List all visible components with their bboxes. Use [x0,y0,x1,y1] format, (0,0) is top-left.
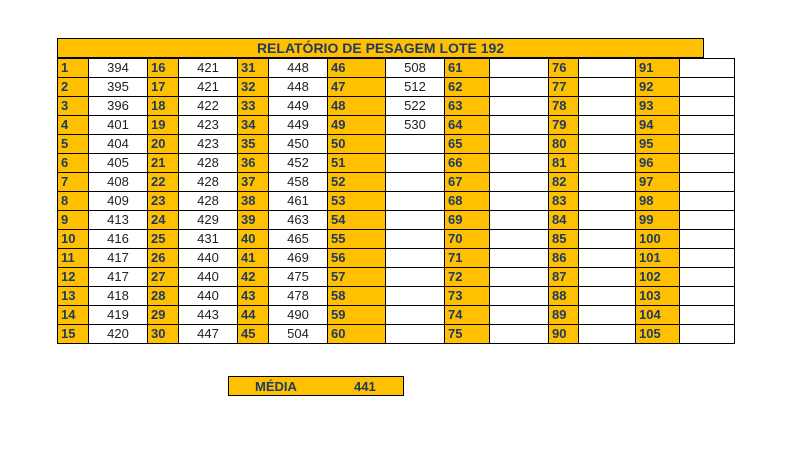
weight-cell [386,154,445,173]
animal-number-cell: 23 [148,192,179,211]
weight-cell [490,154,549,173]
animal-number-cell: 96 [636,154,680,173]
animal-number-cell: 39 [238,211,269,230]
animal-number-cell: 86 [549,249,579,268]
average-value: 441 [354,379,376,394]
weight-cell [490,116,549,135]
weight-cell: 396 [89,97,148,116]
animal-number-cell: 46 [328,59,386,78]
weight-cell [579,78,636,97]
weight-cell [680,59,735,78]
animal-number-cell: 89 [549,306,579,325]
weight-cell [680,306,735,325]
weight-cell [490,306,549,325]
animal-number-cell: 104 [636,306,680,325]
weight-cell [680,116,735,135]
animal-number-cell: 40 [238,230,269,249]
weight-cell [680,325,735,344]
animal-number-cell: 71 [445,249,490,268]
weight-cell [579,192,636,211]
weight-cell [579,116,636,135]
weight-cell [579,154,636,173]
animal-number-cell: 68 [445,192,490,211]
animal-number-cell: 92 [636,78,680,97]
animal-number-cell: 75 [445,325,490,344]
animal-number-cell: 58 [328,287,386,306]
animal-number-cell: 84 [549,211,579,230]
weight-cell: 428 [179,154,238,173]
animal-number-cell: 32 [238,78,269,97]
weight-cell: 449 [269,97,328,116]
weight-cell [490,78,549,97]
table-row [58,116,735,135]
weight-cell [490,211,549,230]
weight-cell: 450 [269,135,328,154]
weight-cell [490,135,549,154]
weight-cell [579,287,636,306]
animal-number-cell: 66 [445,154,490,173]
weight-cell: 447 [179,325,238,344]
weight-cell: 418 [89,287,148,306]
average-box [228,376,404,396]
weight-cell: 508 [386,59,445,78]
weight-cell: 463 [269,211,328,230]
table-row [58,135,735,154]
animal-number-cell: 56 [328,249,386,268]
animal-number-cell: 36 [238,154,269,173]
weight-cell [579,135,636,154]
weight-cell: 440 [179,268,238,287]
animal-number-cell: 43 [238,287,269,306]
animal-number-cell: 55 [328,230,386,249]
weight-cell [490,287,549,306]
animal-number-cell: 37 [238,173,269,192]
animal-number-cell: 74 [445,306,490,325]
animal-number-cell: 70 [445,230,490,249]
weight-cell [579,268,636,287]
weighing-table [57,58,735,344]
animal-number-cell: 10 [58,230,89,249]
weight-cell: 429 [179,211,238,230]
table-row [58,154,735,173]
animal-number-cell: 16 [148,59,179,78]
weight-cell: 423 [179,116,238,135]
weight-cell: 405 [89,154,148,173]
animal-number-cell: 24 [148,211,179,230]
table-row [58,59,735,78]
animal-number-cell: 82 [549,173,579,192]
weight-cell [680,249,735,268]
animal-number-cell: 98 [636,192,680,211]
table-row [58,306,735,325]
weight-cell: 443 [179,306,238,325]
animal-number-cell: 90 [549,325,579,344]
animal-number-cell: 17 [148,78,179,97]
animal-number-cell: 97 [636,173,680,192]
animal-number-cell: 94 [636,116,680,135]
weight-cell [579,59,636,78]
animal-number-cell: 1 [58,59,89,78]
animal-number-cell: 85 [549,230,579,249]
weight-cell: 448 [269,78,328,97]
weight-cell [490,325,549,344]
weight-cell [680,268,735,287]
weight-cell: 417 [89,249,148,268]
weight-cell: 423 [179,135,238,154]
animal-number-cell: 64 [445,116,490,135]
animal-number-cell: 95 [636,135,680,154]
animal-number-cell: 100 [636,230,680,249]
report-title: RELATÓRIO DE PESAGEM LOTE 192 [57,38,704,58]
weight-cell [490,173,549,192]
weight-cell [386,135,445,154]
weight-cell [386,192,445,211]
animal-number-cell: 2 [58,78,89,97]
weight-cell [680,173,735,192]
animal-number-cell: 88 [549,287,579,306]
table-row [58,78,735,97]
animal-number-cell: 105 [636,325,680,344]
weight-cell [579,249,636,268]
weight-cell: 490 [269,306,328,325]
animal-number-cell: 87 [549,268,579,287]
animal-number-cell: 4 [58,116,89,135]
weight-cell: 404 [89,135,148,154]
animal-number-cell: 27 [148,268,179,287]
animal-number-cell: 11 [58,249,89,268]
animal-number-cell: 18 [148,97,179,116]
weight-cell: 409 [89,192,148,211]
weight-cell [490,59,549,78]
weight-cell [680,135,735,154]
weight-cell [490,97,549,116]
weight-cell: 420 [89,325,148,344]
animal-number-cell: 50 [328,135,386,154]
weight-cell: 440 [179,249,238,268]
animal-number-cell: 25 [148,230,179,249]
animal-number-cell: 35 [238,135,269,154]
weight-cell: 465 [269,230,328,249]
animal-number-cell: 99 [636,211,680,230]
weight-cell [579,173,636,192]
animal-number-cell: 31 [238,59,269,78]
weight-cell [579,306,636,325]
animal-number-cell: 49 [328,116,386,135]
animal-number-cell: 21 [148,154,179,173]
animal-number-cell: 81 [549,154,579,173]
weight-cell: 421 [179,59,238,78]
weighing-report [57,38,735,344]
weight-cell [579,97,636,116]
animal-number-cell: 38 [238,192,269,211]
weight-cell: 428 [179,173,238,192]
animal-number-cell: 54 [328,211,386,230]
weight-cell: 419 [89,306,148,325]
weight-cell [386,325,445,344]
weight-cell: 395 [89,78,148,97]
animal-number-cell: 102 [636,268,680,287]
animal-number-cell: 76 [549,59,579,78]
weight-cell: 422 [179,97,238,116]
animal-number-cell: 67 [445,173,490,192]
table-row [58,211,735,230]
animal-number-cell: 72 [445,268,490,287]
weight-cell [680,97,735,116]
weight-cell [490,249,549,268]
weight-cell: 461 [269,192,328,211]
animal-number-cell: 73 [445,287,490,306]
weight-cell: 512 [386,78,445,97]
animal-number-cell: 14 [58,306,89,325]
animal-number-cell: 78 [549,97,579,116]
weight-cell [490,230,549,249]
weight-cell [386,249,445,268]
table-row [58,230,735,249]
animal-number-cell: 60 [328,325,386,344]
animal-number-cell: 61 [445,59,490,78]
animal-number-cell: 33 [238,97,269,116]
weight-cell: 416 [89,230,148,249]
animal-number-cell: 44 [238,306,269,325]
weight-cell: 413 [89,211,148,230]
table-row [58,325,735,344]
animal-number-cell: 12 [58,268,89,287]
animal-number-cell: 13 [58,287,89,306]
animal-number-cell: 41 [238,249,269,268]
weight-cell [680,230,735,249]
animal-number-cell: 80 [549,135,579,154]
weight-cell [386,211,445,230]
weight-cell [680,192,735,211]
weight-cell [680,154,735,173]
animal-number-cell: 45 [238,325,269,344]
animal-number-cell: 6 [58,154,89,173]
weight-cell [386,268,445,287]
weight-cell: 530 [386,116,445,135]
animal-number-cell: 26 [148,249,179,268]
animal-number-cell: 47 [328,78,386,97]
weight-cell [579,325,636,344]
weight-cell: 394 [89,59,148,78]
animal-number-cell: 28 [148,287,179,306]
animal-number-cell: 93 [636,97,680,116]
weight-cell: 421 [179,78,238,97]
weight-cell: 458 [269,173,328,192]
animal-number-cell: 22 [148,173,179,192]
animal-number-cell: 59 [328,306,386,325]
animal-number-cell: 57 [328,268,386,287]
animal-number-cell: 48 [328,97,386,116]
weight-cell [386,173,445,192]
animal-number-cell: 83 [549,192,579,211]
weight-cell: 478 [269,287,328,306]
animal-number-cell: 63 [445,97,490,116]
weight-cell: 469 [269,249,328,268]
weight-cell [680,287,735,306]
table-row [58,192,735,211]
animal-number-cell: 79 [549,116,579,135]
weight-cell [490,192,549,211]
animal-number-cell: 91 [636,59,680,78]
animal-number-cell: 62 [445,78,490,97]
weight-cell: 452 [269,154,328,173]
table-row [58,173,735,192]
animal-number-cell: 69 [445,211,490,230]
animal-number-cell: 20 [148,135,179,154]
animal-number-cell: 5 [58,135,89,154]
animal-number-cell: 65 [445,135,490,154]
animal-number-cell: 9 [58,211,89,230]
animal-number-cell: 15 [58,325,89,344]
table-row [58,287,735,306]
table-row [58,268,735,287]
weight-cell: 440 [179,287,238,306]
weight-cell: 504 [269,325,328,344]
animal-number-cell: 30 [148,325,179,344]
weight-cell [386,287,445,306]
animal-number-cell: 19 [148,116,179,135]
weight-cell [579,211,636,230]
weight-cell [579,230,636,249]
average-label: MÉDIA [255,379,297,394]
weight-cell [680,78,735,97]
animal-number-cell: 34 [238,116,269,135]
animal-number-cell: 77 [549,78,579,97]
animal-number-cell: 7 [58,173,89,192]
weight-cell: 408 [89,173,148,192]
table-row [58,249,735,268]
weight-cell: 431 [179,230,238,249]
animal-number-cell: 101 [636,249,680,268]
weight-cell: 475 [269,268,328,287]
animal-number-cell: 51 [328,154,386,173]
weight-cell: 449 [269,116,328,135]
animal-number-cell: 29 [148,306,179,325]
weight-cell: 401 [89,116,148,135]
weight-cell: 448 [269,59,328,78]
weight-cell [386,306,445,325]
animal-number-cell: 42 [238,268,269,287]
animal-number-cell: 3 [58,97,89,116]
animal-number-cell: 8 [58,192,89,211]
animal-number-cell: 53 [328,192,386,211]
weight-cell: 428 [179,192,238,211]
weight-cell: 417 [89,268,148,287]
weight-cell [386,230,445,249]
table-row [58,97,735,116]
weight-cell: 522 [386,97,445,116]
weight-cell [680,211,735,230]
weight-cell [490,268,549,287]
animal-number-cell: 52 [328,173,386,192]
animal-number-cell: 103 [636,287,680,306]
